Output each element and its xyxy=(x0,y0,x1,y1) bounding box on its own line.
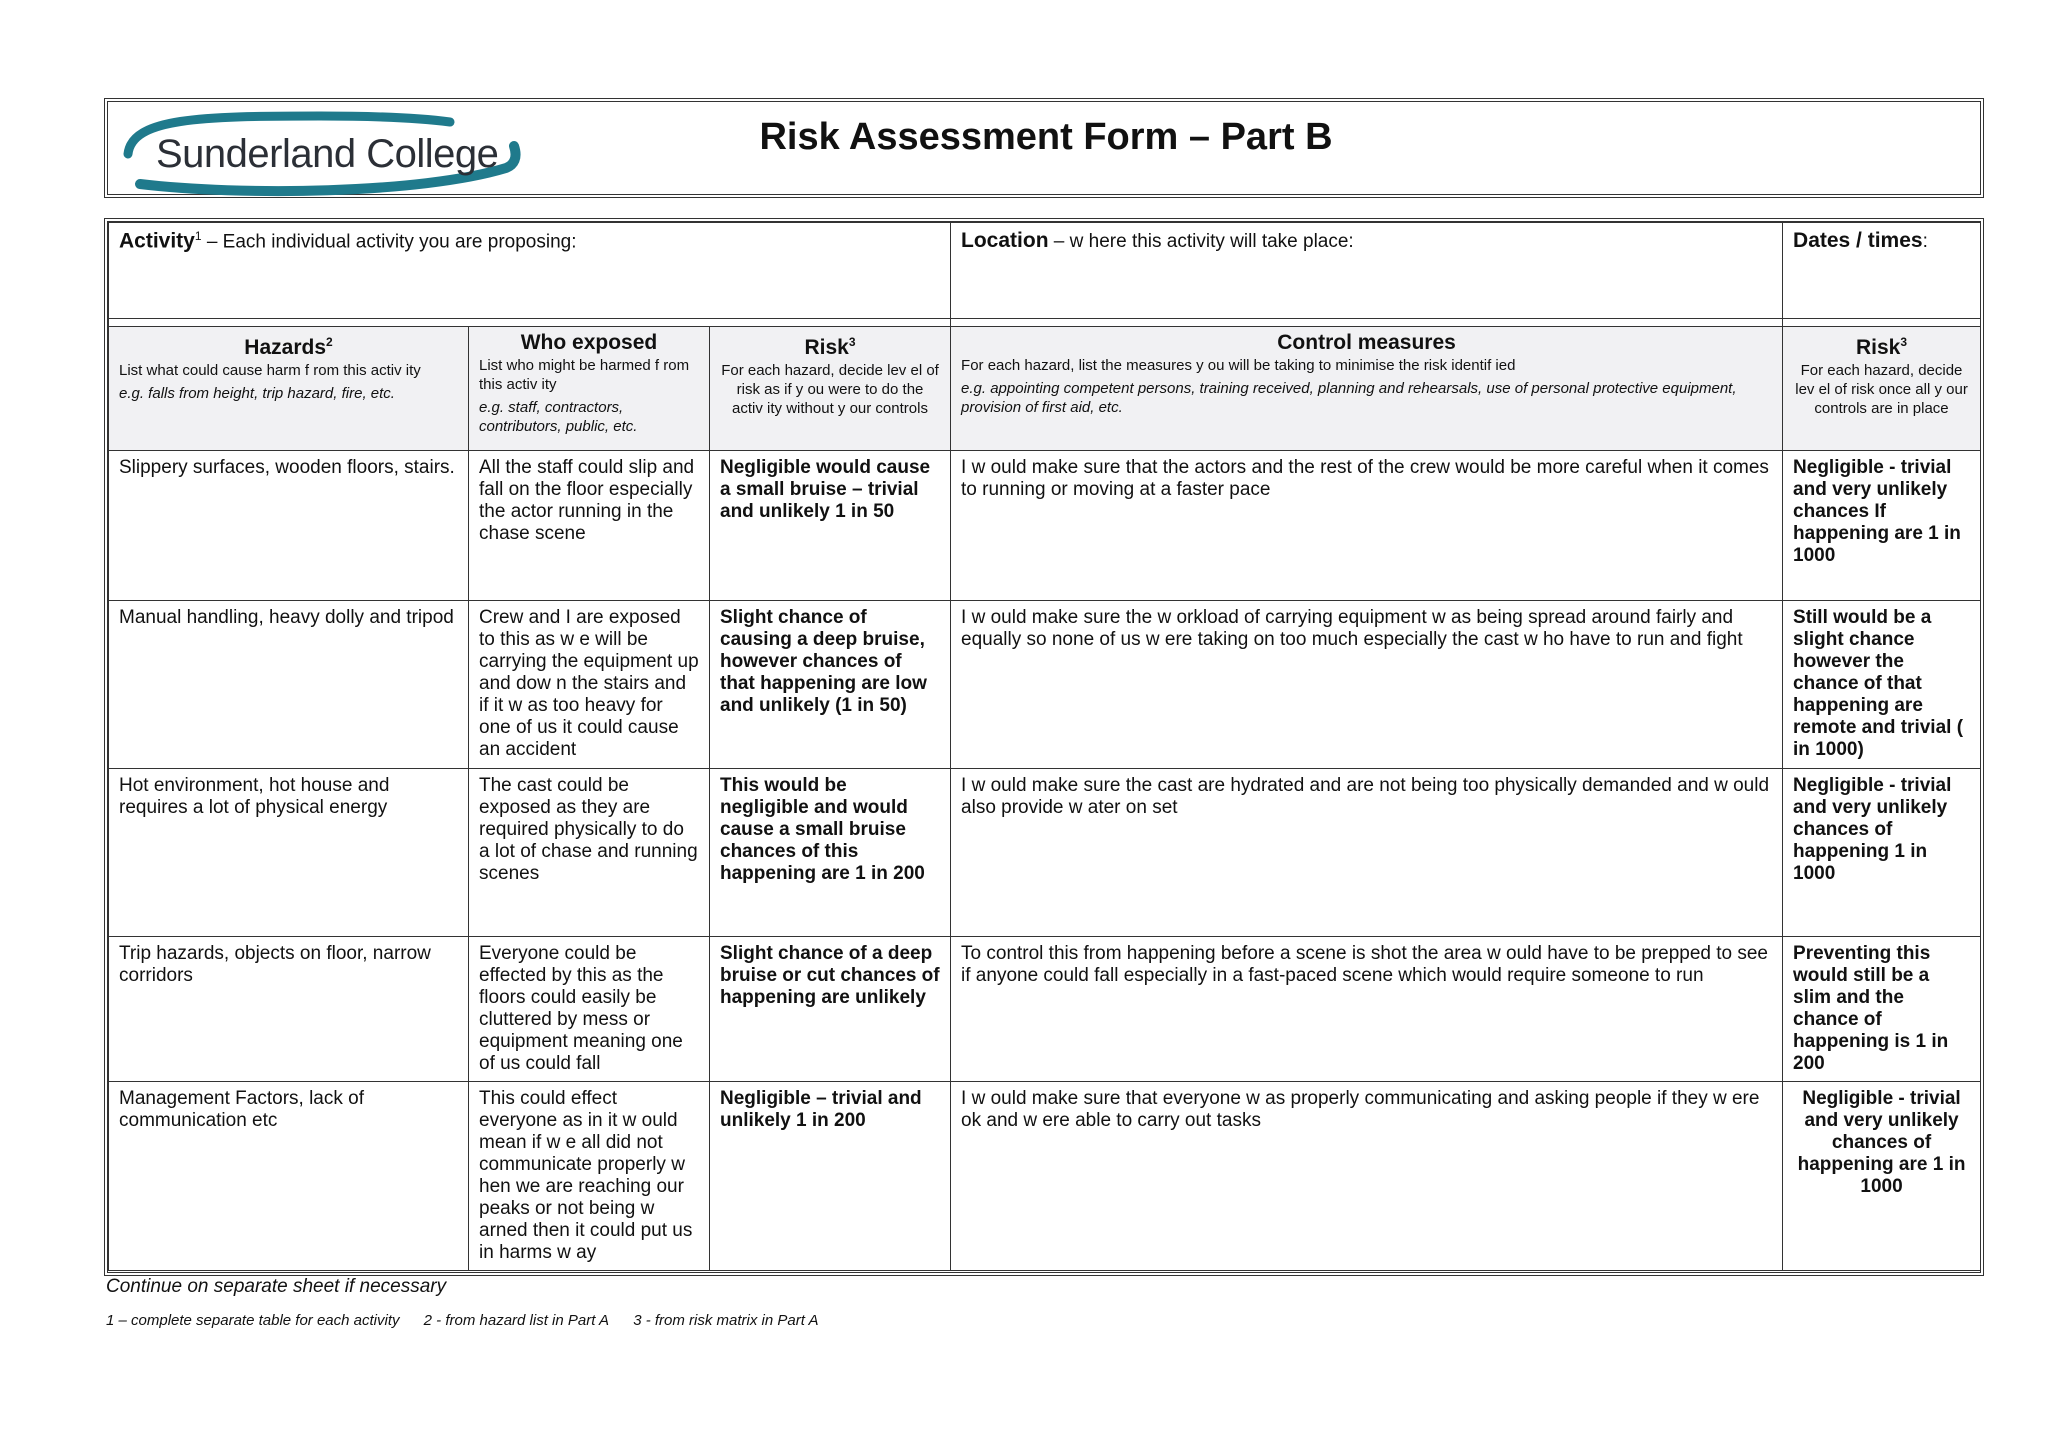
risk-after-cell[interactable]: Negligible - trivial and very unlikely chances of happening are 1 in 1000 xyxy=(1783,1082,1981,1271)
risk-after-cell[interactable]: Still would be a slight chance however the chance of that happening are remote and trivial ( in 1000) xyxy=(1783,601,1981,769)
control-measures-cell[interactable]: I w ould make sure the w orkload of carrying equipment w as being spread around fairly and equally so none of us w ere taking on too much especially the cast w ho have to run and fight xyxy=(951,601,1783,769)
footnotes xyxy=(106,1312,839,1329)
hazard-cell[interactable]: Slippery surfaces, wooden floors, stairs. xyxy=(109,451,469,601)
table-row xyxy=(109,451,1981,601)
risk-after-cell[interactable]: Negligible - trivial and very unlikely chances of happening 1 in 1000 xyxy=(1783,769,1981,937)
who-exposed-cell[interactable]: This could effect everyone as in it w ould mean if w e all did not communicate properly w hen we are reaching our peaks or not being w arned then it could put us in harms w ay xyxy=(469,1082,710,1271)
column-header-row xyxy=(109,327,1981,451)
who-exposed-cell[interactable]: Everyone could be effected by this as the floors could easily be cluttered by mess or equipment meaning one of us could fall xyxy=(469,937,710,1082)
control-measures-header: Control measures For each hazard, list the measures y ou will be taking to minimise the risk identif ied e.g. appointing competent persons, training received, planning and rehearsals, use of personal protective equipment, provision of first aid, etc. xyxy=(951,327,1783,451)
risk-after-cell[interactable]: Negligible - trivial and very unlikely chances If happening are 1 in 1000 xyxy=(1783,451,1981,601)
dates-cell[interactable]: Dates / times: xyxy=(1783,223,1981,319)
risk-before-cell[interactable]: Negligible – trivial and unlikely 1 in 200 xyxy=(710,1082,951,1271)
who-exposed-cell[interactable]: The cast could be exposed as they are required physically to do a lot of chase and running scenes xyxy=(469,769,710,937)
risk-before-cell[interactable]: Negligible would cause a small bruise – trivial and unlikely 1 in 50 xyxy=(710,451,951,601)
risk-before-header: Risk$^3$ For each hazard, decide lev el of risk as if y ou were to do the activ ity without y our controls xyxy=(710,327,951,451)
control-measures-cell[interactable]: I w ould make sure that everyone w as properly communicating and asking people if they w ere ok and w ere able to carry out tasks xyxy=(951,1082,1783,1271)
who-exposed-header: Who exposed List who might be harmed f rom this activ ity e.g. staff, contractors, contributors, public, etc. xyxy=(469,327,710,451)
form-header xyxy=(104,98,1984,198)
control-measures-cell[interactable]: I w ould make sure that the actors and the rest of the crew would be more careful when it comes to running or moving at a faster pace xyxy=(951,451,1783,601)
page-title: Risk Assessment Form – Part B xyxy=(759,116,1333,158)
hazard-cell[interactable]: Trip hazards, objects on floor, narrow corridors xyxy=(109,937,469,1082)
logo-text: Sunderland College xyxy=(156,132,499,176)
risk-table xyxy=(108,222,1981,1271)
who-exposed-cell[interactable]: Crew and I are exposed to this as w e will be carrying the equipment up and dow n the stairs and if it w as too heavy for one of us it could cause an accident xyxy=(469,601,710,769)
risk-before-cell[interactable]: Slight chance of causing a deep bruise, however chances of that happening are low and unlikely (1 in 50) xyxy=(710,601,951,769)
footnote-1: 1 – complete separate table for each activity xyxy=(106,1312,400,1329)
risk-table-container xyxy=(104,218,1984,1276)
control-measures-cell[interactable]: I w ould make sure the cast are hydrated and are not being too physically demanded and w ould also provide w ater on set xyxy=(951,769,1783,937)
continue-note: Continue on separate sheet if necessary xyxy=(106,1276,447,1297)
table-row xyxy=(109,937,1981,1082)
hazard-cell[interactable]: Management Factors, lack of communication etc xyxy=(109,1082,469,1271)
table-row xyxy=(109,769,1981,937)
footnote-3: 3 - from risk matrix in Part A xyxy=(633,1312,819,1329)
hazard-cell[interactable]: Manual handling, heavy dolly and tripod xyxy=(109,601,469,769)
table-row xyxy=(109,1082,1981,1271)
control-measures-cell[interactable]: To control this from happening before a scene is shot the area w ould have to be prepped to see if anyone could fall especially in a fast-paced scene which would require someone to run xyxy=(951,937,1783,1082)
who-exposed-cell[interactable]: All the staff could slip and fall on the floor especially the actor running in the chase scene xyxy=(469,451,710,601)
risk-before-cell[interactable]: This would be negligible and would cause a small bruise chances of this happening are 1 in 200 xyxy=(710,769,951,937)
table-row xyxy=(109,601,1981,769)
risk-after-cell[interactable]: Preventing this would still be a slim and the chance of happening is 1 in 200 xyxy=(1783,937,1981,1082)
separator-row xyxy=(109,319,1981,327)
activity-cell[interactable]: Activity$^1$ – Each individual activity you are proposing: xyxy=(109,223,951,319)
footnote-2: 2 - from hazard list in Part A xyxy=(423,1312,610,1329)
activity-row xyxy=(109,223,1981,319)
hazards-header: Hazards$^2$ List what could cause harm f rom this activ ity e.g. falls from height, trip hazard, fire, etc. xyxy=(109,327,469,451)
risk-after-header: Risk$^3$ For each hazard, decide lev el of risk once all y our controls are in place xyxy=(1783,327,1981,451)
location-cell[interactable]: Location – w here this activity will take place: xyxy=(951,223,1783,319)
risk-before-cell[interactable]: Slight chance of a deep bruise or cut chances of happening are unlikely xyxy=(710,937,951,1082)
hazard-cell[interactable]: Hot environment, hot house and requires a lot of physical energy xyxy=(109,769,469,937)
